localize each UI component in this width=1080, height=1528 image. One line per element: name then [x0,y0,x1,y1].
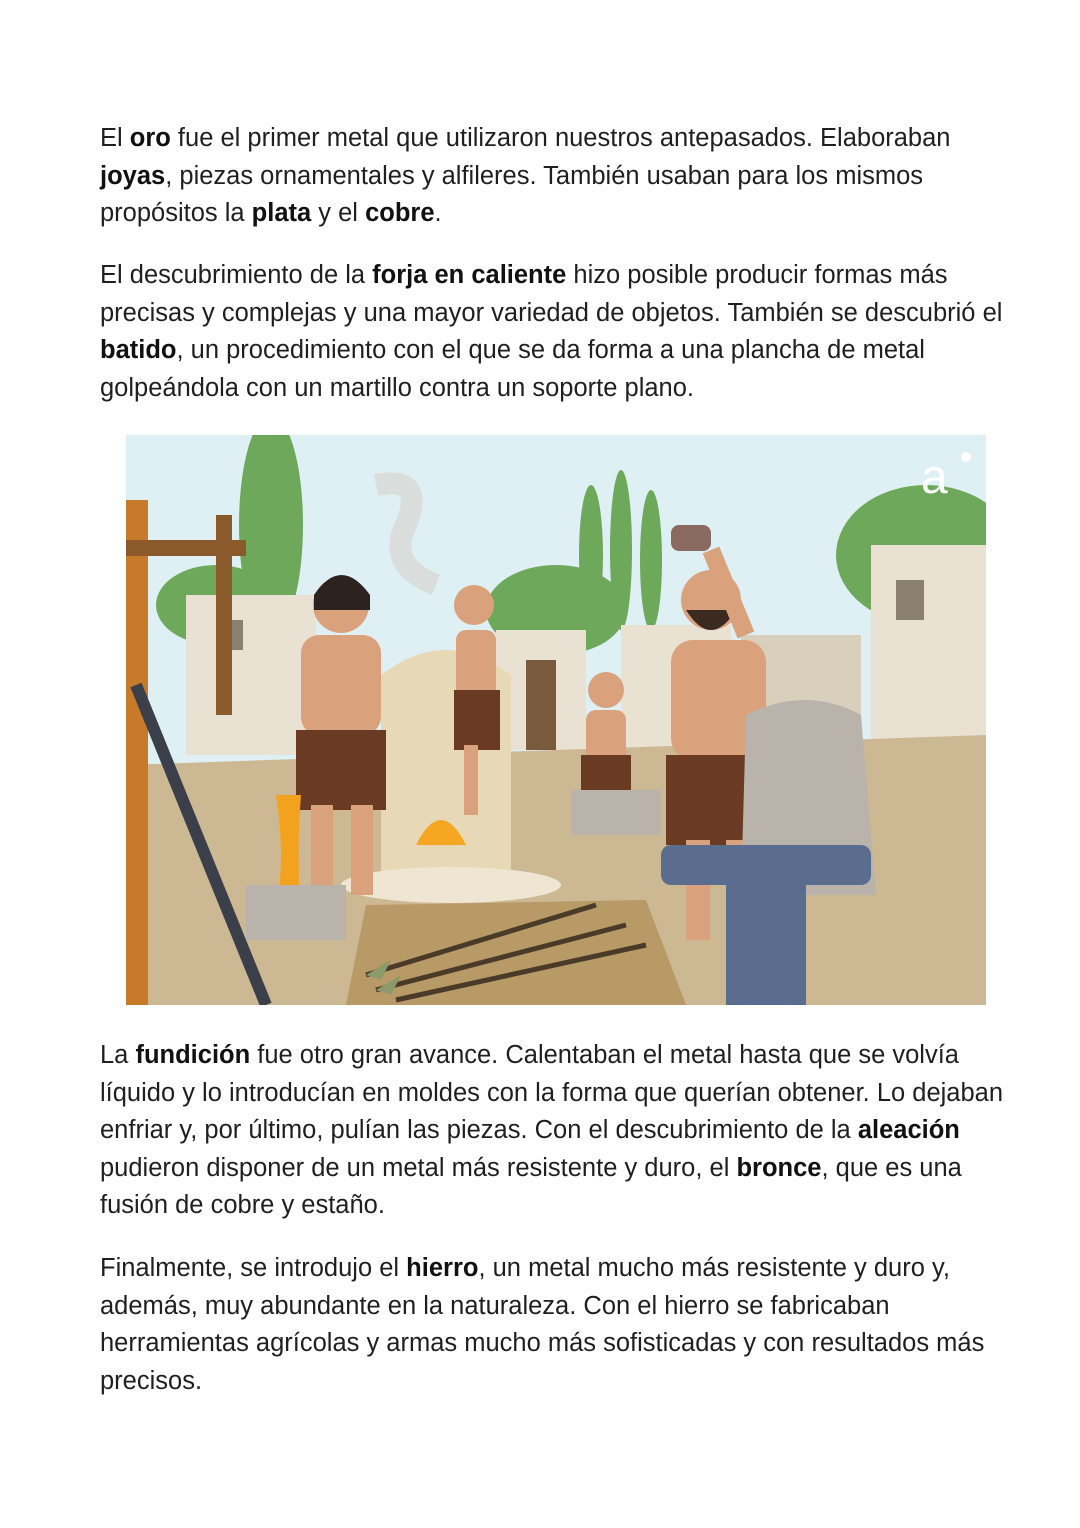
paragraph-fundicion [100,1037,1020,1225]
metalworking-illustration [126,435,986,1005]
bold-term: forja en caliente [372,261,567,289]
text-run: El descubrimiento de la [100,261,373,289]
spears-board [346,900,686,1005]
bold-term: fundición [135,1041,251,1069]
text-run: pudieron disponer de un metal más resistente y duro, el [100,1153,737,1182]
bold-term: aleación [857,1116,960,1144]
bold-term: plata [251,199,312,227]
bold-term: batido [100,336,177,364]
bold-term: oro [129,124,171,152]
text-run: , un metal mucho más resistente y duro y, además, muy abundante en la naturaleza. Con el hierro se fabricaban herramientas agrícolas y armas mucho más sofisticadas y con resultados más precisos. [100,1254,985,1395]
text-run: hizo posible producir formas más precisas y complejas y una mayor variedad de objetos. También se descubrió el [100,261,1003,327]
bold-term: cobre [365,199,435,227]
text-run: Finalmente, se introdujo el [100,1254,407,1282]
bold-term: joyas [100,161,166,190]
text-run: El [100,124,130,152]
text-run: y el [311,199,366,227]
text-run: fue otro gran avance. Calentaban el metal hasta que se volvía líquido y lo introducían en moldes con la forma que querían obtener. Lo dejaban enfriar y, por último, pulían las piezas. Con el descubrimiento de la [100,1041,1004,1144]
paragraph-forja [100,257,1020,407]
text-run: . [434,199,442,227]
bold-term: hierro [406,1254,479,1282]
svg-text:a: a [921,451,948,504]
paragraph-hierro [100,1250,1020,1400]
bold-term: bronce [736,1153,822,1182]
text-run: La [100,1041,136,1069]
text-run: , que es una fusión de cobre y estaño. [100,1153,962,1219]
text-run: , un procedimiento con el que se da forma a una plancha de metal golpeándola con un martillo contra un soporte plano. [100,336,925,402]
text-run: , piezas ornamentales y alfileres. También usaban para los mismos propósitos la [100,161,924,227]
paragraph-oro [100,120,1020,233]
text-run: fue el primer metal que utilizaron nuestros antepasados. Elaboraban [170,124,951,152]
